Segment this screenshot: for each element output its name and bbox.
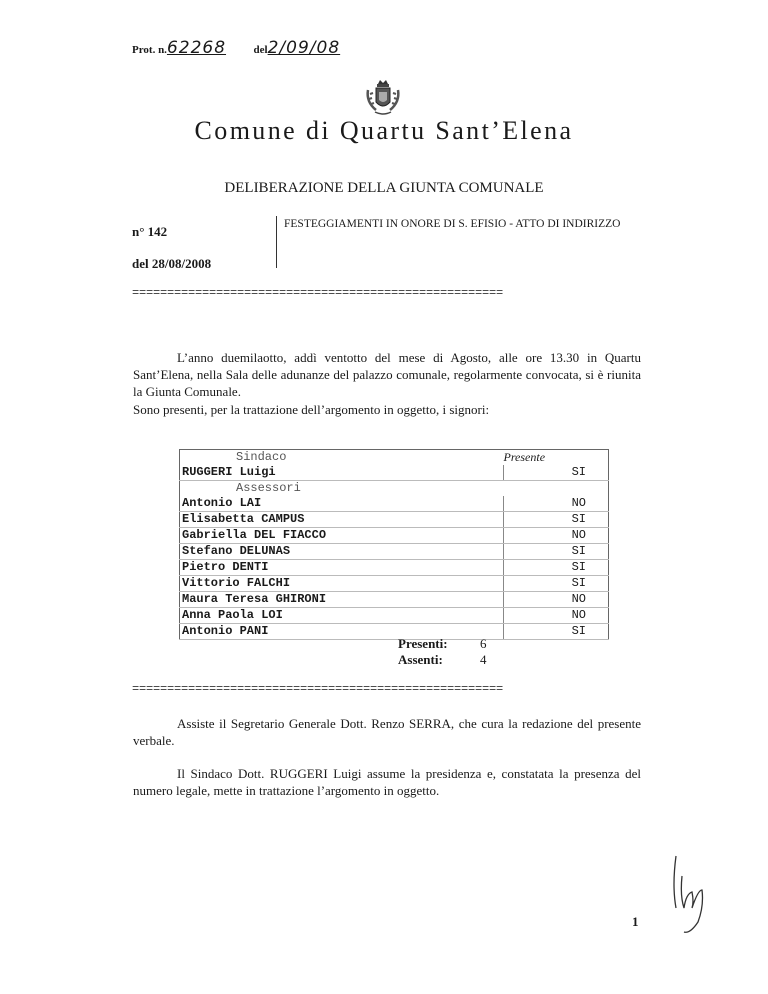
presidency-paragraph: Il Sindaco Dott. RUGGERI Luigi assume la presidenza e, constatata la presenza del numero legale, mette in trattazione l’argomento in oggetto. (133, 766, 641, 798)
member-vote: NO (504, 608, 609, 624)
presenti-count: 6 (480, 636, 487, 651)
member-vote: NO (504, 496, 609, 512)
member-vote: SI (504, 544, 609, 560)
member-vote: SI (504, 560, 609, 576)
member-name: Anna Paola LOI (180, 608, 504, 624)
presenti-label: Presenti: (398, 636, 448, 651)
municipal-crest-icon (364, 78, 402, 118)
table-row (180, 528, 609, 544)
member-vote: SI (504, 512, 609, 528)
divider (276, 216, 277, 268)
table-subheader-row (180, 481, 609, 497)
member-name: Antonio LAI (180, 496, 504, 512)
attendance-table (179, 449, 609, 640)
deliberation-date: del 28/08/2008 (132, 256, 212, 271)
member-name: Stefano DELUNAS (180, 544, 504, 560)
table-row (180, 465, 609, 481)
member-name: Pietro DENTI (180, 560, 504, 576)
table-row (180, 608, 609, 624)
separator-line: ===================================================== (132, 286, 504, 300)
assenti-count: 4 (480, 652, 487, 667)
member-name: Antonio PANI (180, 624, 504, 640)
member-name: RUGGERI Luigi (180, 465, 504, 481)
table-row (180, 560, 609, 576)
table-row (180, 544, 609, 560)
member-vote: SI (504, 576, 609, 592)
member-name: Vittorio FALCHI (180, 576, 504, 592)
presente-label: Presente (503, 450, 546, 464)
member-name: Maura Teresa GHIRONI (180, 592, 504, 608)
signature-icon (664, 846, 714, 936)
secretary-paragraph: Assiste il Segretario Generale Dott. Renzo SERRA, che cura la redazione del presente verbale. (133, 716, 641, 748)
comune-title: Comune di Quartu Sant’Elena (194, 116, 574, 145)
empty-cell (504, 481, 609, 497)
assenti-label: Assenti: (398, 652, 443, 667)
table-row (180, 576, 609, 592)
sindaco-label: Sindaco (236, 450, 287, 464)
deliberation-title: DELIBERAZIONE DELLA GIUNTA COMUNALE (224, 180, 544, 196)
table-row (180, 592, 609, 608)
prot-date: 2/09/08 (267, 38, 341, 58)
member-vote: NO (504, 592, 609, 608)
member-name: Gabriella DEL FIACCO (180, 528, 504, 544)
prot-del-label: del (253, 44, 268, 56)
table-row (180, 624, 609, 640)
member-vote: SI (504, 465, 609, 481)
assessori-label: Assessori (236, 481, 301, 495)
table-row (180, 512, 609, 528)
separator-line: ===================================================== (132, 682, 504, 696)
prot-number: 62268 (166, 38, 227, 58)
deliberation-number: n° 142 (132, 224, 168, 239)
member-name: Elisabetta CAMPUS (180, 512, 504, 528)
deliberation-subject: FESTEGGIAMENTI IN ONORE DI S. EFISIO - ATTO DI INDIRIZZO (284, 218, 621, 230)
opening-paragraph: L’anno duemilaotto, addì ventotto del mese di Agosto, alle ore 13.30 in Quartu Sant’Elena, nella Sala delle adunanze del palazzo comunale, regolarmente convocata, si è riunita la Giunta Comunale. (133, 350, 641, 399)
table-header-row (180, 450, 609, 466)
page-number: 1 (632, 914, 639, 929)
attendees-intro: Sono presenti, per la trattazione dell’argomento in oggetto, i signori: (133, 402, 490, 417)
prot-label: Prot. n. (132, 44, 167, 56)
member-vote: NO (504, 528, 609, 544)
table-row (180, 496, 609, 512)
member-vote: SI (504, 624, 609, 640)
protocol-line (132, 38, 340, 58)
